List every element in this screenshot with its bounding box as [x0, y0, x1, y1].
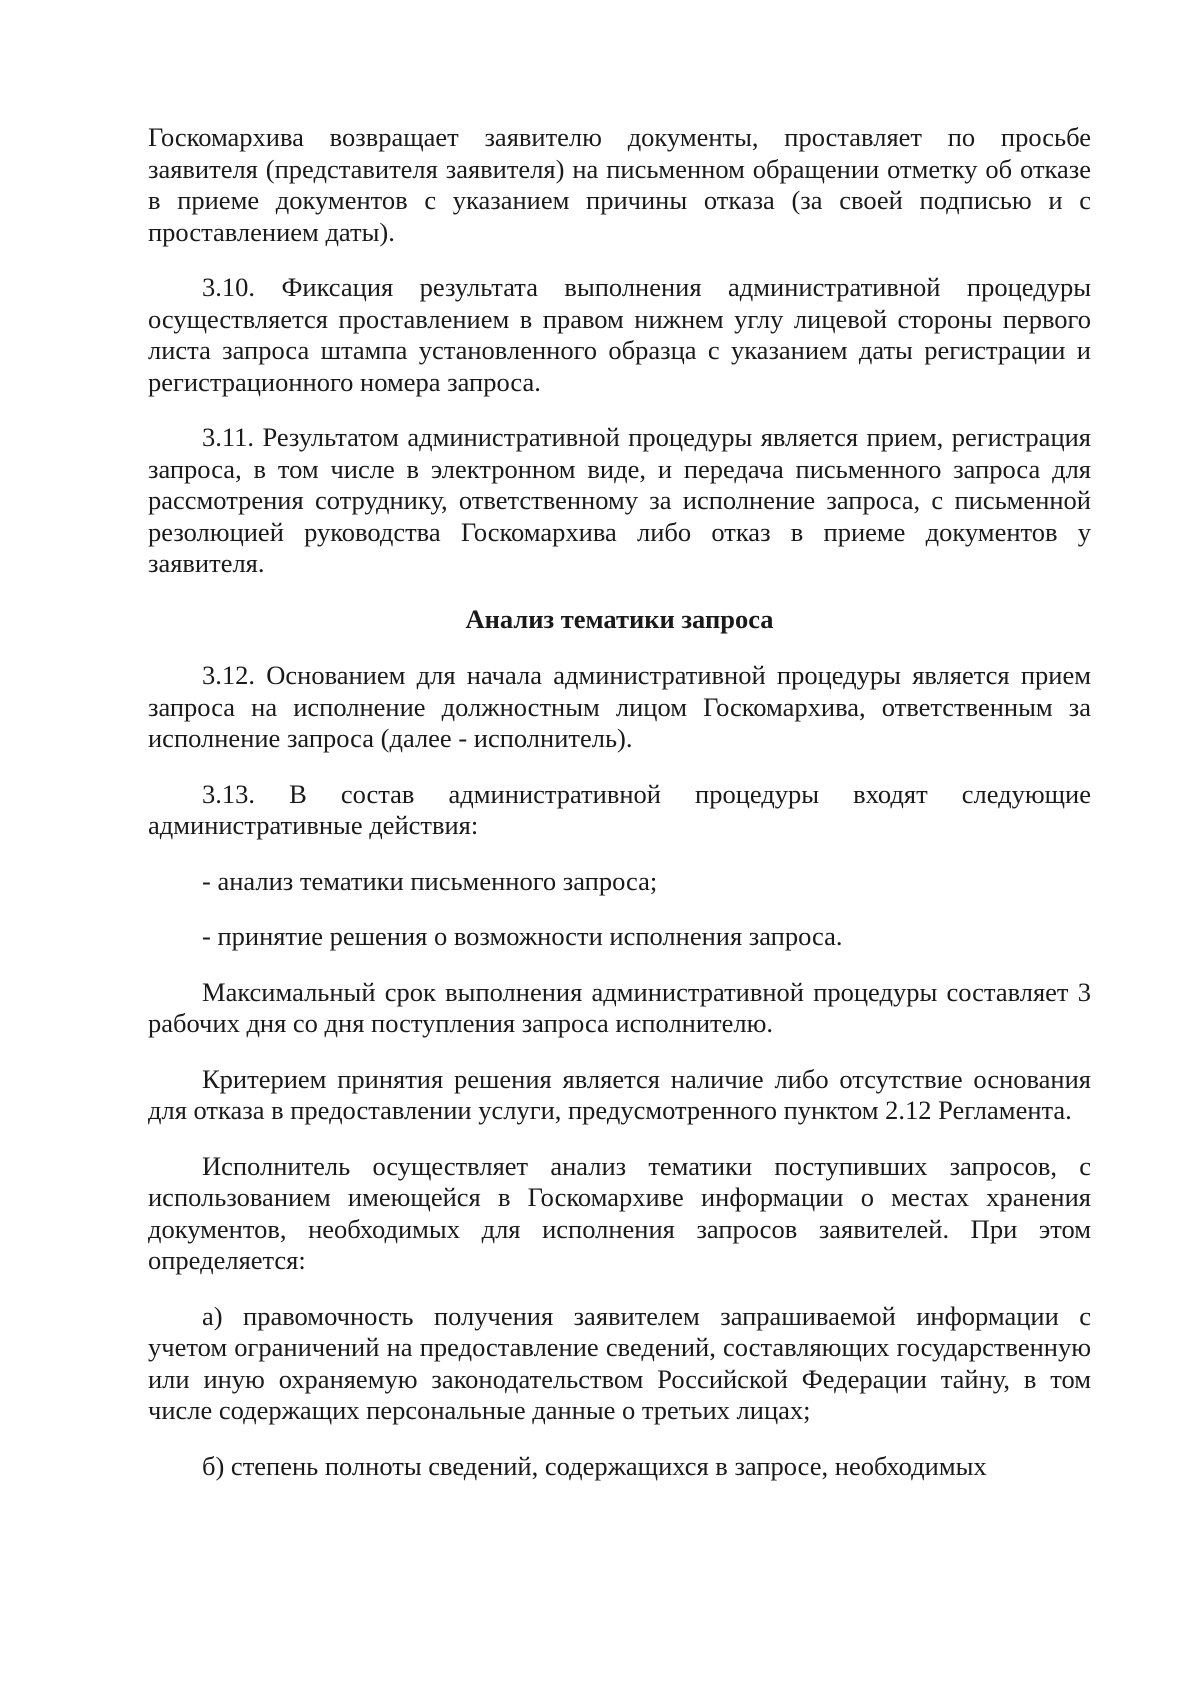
section-heading: Анализ тематики запроса — [465, 603, 774, 634]
paragraph-3-12: 3.12. Основанием для начала административной процедуры является прием запроса на исполнение должностным лицом Госкомархива, ответственным за исполнение запроса (далее - исполнитель). — [148, 660, 1091, 753]
document-page — [148, 122, 1091, 1506]
paragraph-item-a: а) правомочность получения заявителем запрашиваемой информации с учетом ограничений на предоставление сведений, составляющих государственную или иную охраняемую законодательством Российской Федерации тайну, в том числе содержащих персональные данные о третьих лицах; — [148, 1300, 1091, 1425]
paragraph-continuation: Госкомархива возвращает заявителю документы, проставляет по просьбе заявителя (представителя заявителя) на письменном обращении отметку об отказе в приеме документов с указанием причины отказа (за своей подписью и с проставлением даты). — [148, 122, 1091, 247]
list-item-decision: - принятие решения о возможности исполнения запроса. — [202, 921, 843, 951]
paragraph-3-13: 3.13. В состав административной процедуры входят следующие административные действия: — [148, 778, 1091, 840]
list-item-analysis: - анализ тематики письменного запроса; — [202, 865, 658, 896]
paragraph-3-10: 3.10. Фиксация результата выполнения административной процедуры осуществляется проставлением в правом нижнем углу лицевой стороны первого листа запроса штампа установленного образца с указанием даты регистрации и регистрационного номера запроса. — [148, 272, 1091, 397]
paragraph-item-b: б) степень полноты сведений, содержащихся в запросе, необходимых — [202, 1450, 987, 1481]
paragraph-3-11: 3.11. Результатом административной процедуры является прием, регистрация запроса, в том числе в электронном виде, и передача письменного запроса для рассмотрения сотруднику, ответственному за исполнение запроса, с письменной резолюцией руководства Госкомархива либо отказ в приеме документов у заявителя. — [148, 422, 1091, 578]
paragraph-executor-analysis: Исполнитель осуществляет анализ тематики поступивших запросов, с использованием имеющейся в Госкомархиве информации о местах хранения документов, необходимых для исполнения запросов заявителей. При этом определяется: — [148, 1150, 1091, 1275]
paragraph-criterion: Критерием принятия решения является наличие либо отсутствие основания для отказа в предоставлении услуги, предусмотренного пунктом 2.12 Регламента. — [148, 1063, 1091, 1125]
paragraph-max-term: Максимальный срок выполнения административной процедуры составляет 3 рабочих дня со дня поступления запроса исполнителю. — [148, 976, 1091, 1038]
